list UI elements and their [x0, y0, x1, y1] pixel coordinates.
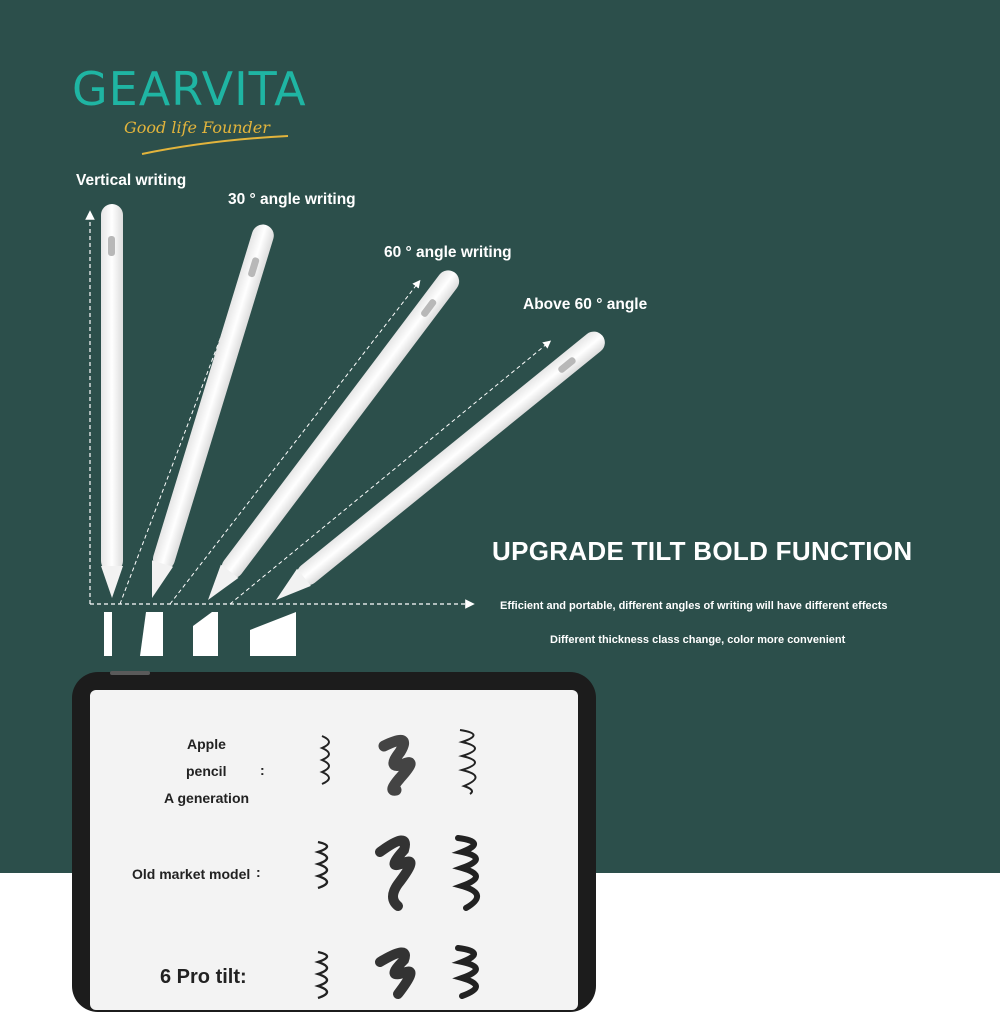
label-above-60-angle: Above 60 ° angle	[523, 296, 648, 313]
tablet-button	[110, 671, 150, 675]
subtext-line-2: Different thickness class change, color more convenient	[550, 634, 846, 646]
row-label-apple-line-3: A generation	[164, 790, 250, 806]
row-label-apple-line-2: pencil	[186, 763, 227, 779]
subtext-line-1: Efficient and portable, different angles of writing will have different effects	[500, 600, 888, 612]
row-label-apple-line-1: Apple	[187, 736, 226, 752]
brand-logo: GEARVITA	[72, 62, 307, 116]
label-30-angle-writing: 30 ° angle writing	[228, 191, 356, 208]
row-label-old-market: Old market model	[132, 866, 251, 882]
headline: UPGRADE TILT BOLD FUNCTION	[492, 536, 913, 566]
row-colon-old-market: :	[256, 864, 261, 880]
thickness-shape-vertical	[104, 612, 112, 656]
brand-tagline: Good life Founder	[124, 118, 270, 137]
thickness-shape-above-60	[250, 612, 296, 656]
thickness-shape-60	[193, 612, 218, 656]
thickness-shape-30	[140, 612, 163, 656]
pen-vertical	[101, 204, 123, 598]
row-label-6-pro-tilt: 6 Pro tilt:	[160, 966, 247, 988]
label-60-angle-writing: 60 ° angle writing	[384, 244, 512, 261]
tablet-screen	[90, 690, 578, 1010]
label-vertical-writing: Vertical writing	[76, 172, 187, 189]
row-colon-apple: :	[260, 762, 265, 778]
